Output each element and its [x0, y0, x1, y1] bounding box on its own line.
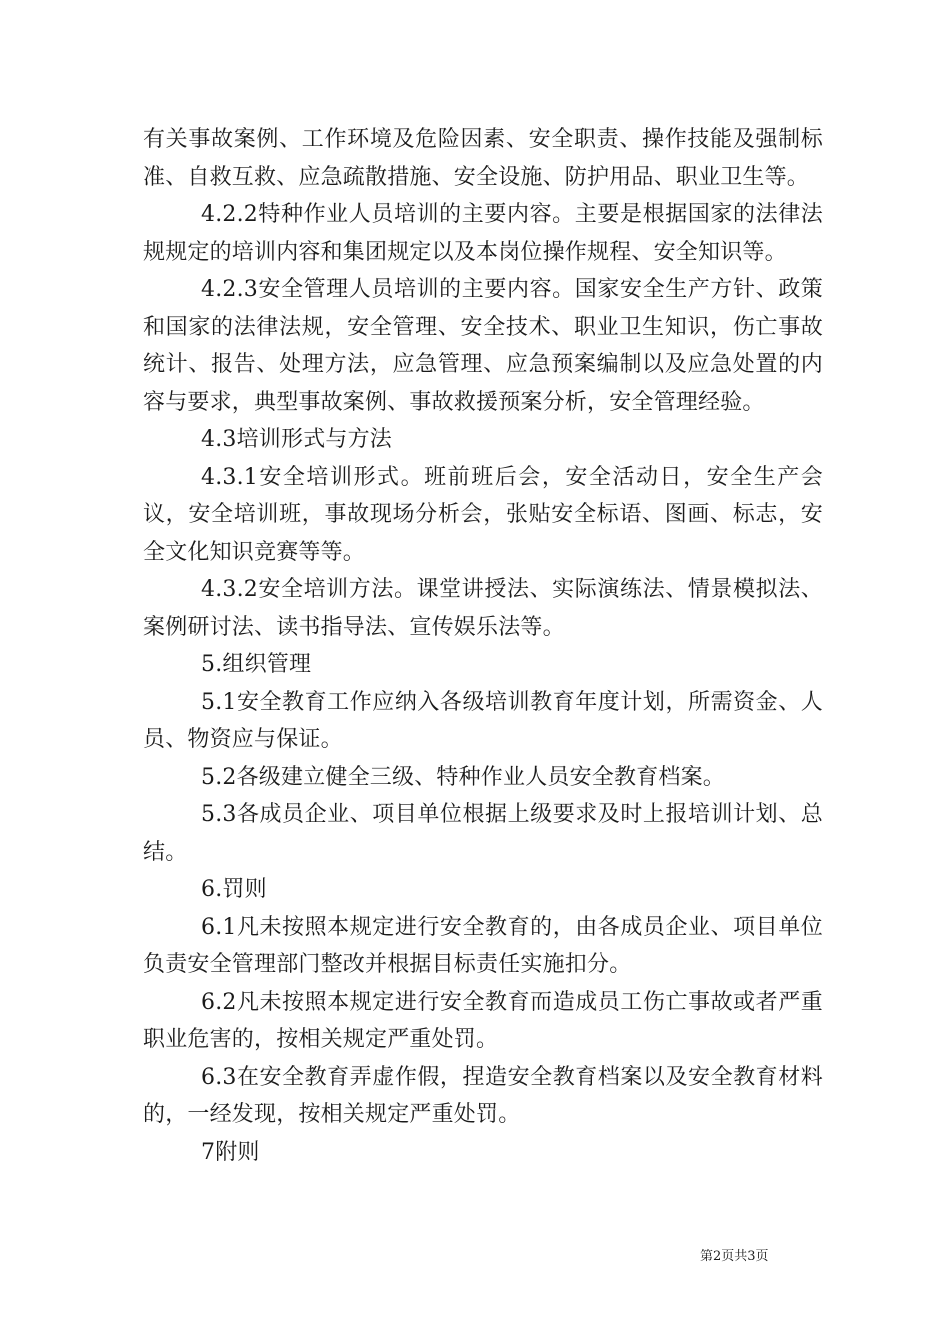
paragraph-intro-continued: 有关事故案例、工作环境及危险因素、安全职责、操作技能及强制标准、自救互救、应急疏散措施、安全设施、防护用品、职业卫生等。: [143, 127, 823, 190]
paragraph-4-3-1: 4.3.1安全培训形式。班前班后会，安全活动日，安全生产会议，安全培训班，事故现场分析会，张贴安全标语、图画、标志，安全文化知识竞赛等等。: [143, 464, 823, 565]
paragraph-5-1: 5.1安全教育工作应纳入各级培训教育年度计划，所需资金、人员、物资应与保证。: [143, 689, 823, 752]
heading-6: 6.罚则: [201, 877, 267, 902]
paragraph-4-2-3: 4.2.3安全管理人员培训的主要内容。国家安全生产方针、政策和国家的法律法规，安全管理、安全技术、职业卫生知识，伤亡事故统计、报告、处理方法，应急管理、应急预案编制以及应急处置的内容与要求，典型事故案例、事故救援预案分析，安全管理经验。: [143, 277, 823, 415]
paragraph-6-1: 6.1凡未按照本规定进行安全教育的，由各成员企业、项目单位负责安全管理部门整改并根据目标责任实施扣分。: [143, 914, 823, 977]
heading-5: 5.组织管理: [201, 652, 312, 677]
paragraph-4-2-2: 4.2.2特种作业人员培训的主要内容。主要是根据国家的法律法规规定的培训内容和集团规定以及本岗位操作规程、安全知识等。: [143, 202, 823, 265]
paragraph-5-3: 5.3各成员企业、项目单位根据上级要求及时上报培训计划、总结。: [143, 802, 823, 865]
paragraph-4-3-2: 4.3.2安全培训方法。课堂讲授法、实际演练法、情景模拟法、案例研讨法、读书指导法、宣传娱乐法等。: [143, 577, 823, 640]
paragraph-5-2: 5.2各级建立健全三级、特种作业人员安全教育档案。: [201, 764, 725, 790]
document-body: [143, 121, 823, 1171]
heading-7: 7附则: [201, 1139, 260, 1165]
paragraph-6-2: 6.2凡未按照本规定进行安全教育而造成员工伤亡事故或者严重职业危害的，按相关规定严重处罚。: [143, 989, 823, 1052]
heading-4-3: 4.3培训形式与方法: [201, 427, 392, 452]
paragraph-6-3: 6.3在安全教育弄虚作假，捏造安全教育档案以及安全教育材料的，一经发现，按相关规定严重处罚。: [143, 1064, 823, 1127]
page-number-footer: 第2页共3页: [700, 1249, 769, 1264]
